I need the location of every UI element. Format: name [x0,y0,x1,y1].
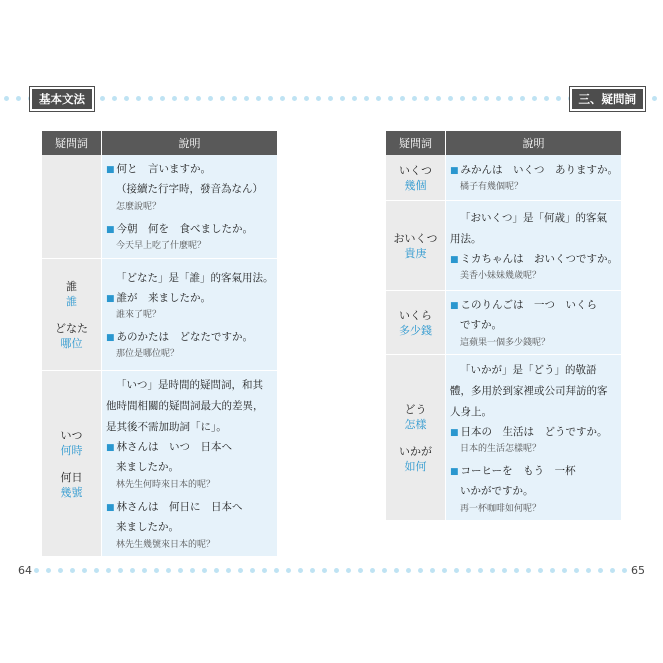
example-sentence: ■ みかんは いくつ ありますか。 [450,164,619,176]
col-header-desc: 說明 [446,131,621,155]
dot-decoration [424,96,429,101]
example-translation: 這蘋果一個多少錢呢？ [460,337,551,348]
example-sentence: ■ あのかたは どなたですか。 [106,331,254,343]
example-sentence: ■ 日本の 生活は どうですか。 [450,425,608,438]
dot-decoration [622,568,627,573]
example-translation: 怎麼說呢？ [116,202,162,212]
explanation-line: 體，多用於到家裡或公司拜訪的客 [450,384,608,397]
question-word-meaning: 哪位 [60,336,83,350]
dot-decoration [406,568,411,573]
example-sentence: ■ このりんごは 一つ いくら [450,298,598,311]
word-cell [386,155,446,201]
question-word: いつ [60,428,83,442]
dot-decoration [220,96,225,101]
col-header-word: 疑問詞 [386,131,446,155]
dot-decoration [340,96,345,101]
dot-decoration [574,568,579,573]
desc-cell [102,371,277,557]
dot-decoration [268,96,273,101]
dot-decoration [442,568,447,573]
example-sentence: ■ 林さんは 何日に 日本へ [106,501,243,513]
bullet-square-icon: ■ [106,333,115,343]
dot-decoration [382,568,387,573]
example-translation: 林先生何時來日本的呢？ [116,480,216,490]
bullet-square-icon: ■ [106,294,115,304]
example-sentence: ■ 誰が 来ましたか。 [106,292,212,304]
bullet-square-icon: ■ [106,165,115,175]
question-word: いくつ [399,163,432,177]
question-word: いかが [399,444,432,458]
dot-decoration [70,568,75,573]
example-translation: 誰來了呢？ [116,310,162,320]
dot-decoration [262,568,267,573]
example-sentence: ■ 今朝 何を 食べましたか。 [106,223,254,235]
word-cell [42,259,102,371]
bullet-square-icon: ■ [450,427,459,438]
desc-cell [446,201,621,291]
word-cell [386,355,446,521]
dot-decoration [190,568,195,573]
dot-decoration [256,96,261,101]
question-word: どう [404,402,427,416]
dot-decoration [82,568,87,573]
dot-decoration [328,96,333,101]
example-translation: 今天早上吃了什麼呢？ [116,241,207,251]
dot-decoration [586,568,591,573]
example-translation: 橘子有幾個呢？ [460,182,524,192]
dot-decoration [412,96,417,101]
dot-decoration [370,568,375,573]
dot-decoration [196,96,201,101]
table-row [386,355,621,521]
example-sentence: ■ 林さんは いつ 日本へ [106,441,233,453]
dot-decoration [238,568,243,573]
dot-decoration [172,96,177,101]
dot-decoration [310,568,315,573]
dot-decoration [46,568,51,573]
explanation-line: 用法。 [450,233,482,245]
dot-decoration [304,96,309,101]
bullet-square-icon: ■ [450,300,459,311]
example-sentence-cont: 来ましたか。 [116,521,179,533]
dot-decoration [526,568,531,573]
word-cell [42,155,102,259]
dot-decoration [280,96,285,101]
section-tag-right: 三、疑問詞 [570,87,646,111]
dot-decoration [244,96,249,101]
dot-decoration [376,96,381,101]
dot-decoration [148,96,153,101]
word-cell [386,201,446,291]
desc-cell [446,291,621,355]
question-word-meaning: 何時 [60,443,83,457]
bottom-dotted-rule [30,568,633,574]
question-word-meaning: 怎樣 [404,417,427,431]
dot-decoration [418,568,423,573]
dot-decoration [142,568,147,573]
explanation-line: 他時間相關的疑問詞最大的差異， [106,400,264,412]
dot-decoration [352,96,357,101]
bullet-square-icon: ■ [106,443,115,453]
dot-decoration [502,568,507,573]
dot-decoration [472,96,477,101]
desc-cell [446,355,621,521]
example-note: （接續た行字時，發音為なん） [116,183,263,195]
dot-decoration [388,96,393,101]
question-word-meaning: 如何 [404,459,427,473]
bullet-square-icon: ■ [450,466,459,477]
desc-cell [446,155,621,201]
question-word: 誰 [66,279,77,293]
page-number-left: 64 [18,564,32,577]
dot-decoration [448,96,453,101]
dot-decoration [4,96,9,101]
question-word-meaning: 幾個 [404,178,427,192]
dot-decoration [550,568,555,573]
dot-decoration [316,96,321,101]
dot-decoration [466,568,471,573]
dot-decoration [556,96,561,101]
dot-decoration [346,568,351,573]
example-translation: 林先生幾號來日本的呢？ [116,540,216,550]
table-row [42,259,277,371]
dot-decoration [484,96,489,101]
bullet-square-icon: ■ [450,166,459,176]
dot-decoration [250,568,255,573]
example-translation: 再一杯咖啡如何呢？ [460,503,542,514]
dot-decoration [184,96,189,101]
dot-decoration [118,568,123,573]
dot-decoration [136,96,141,101]
question-word: 何日 [60,470,83,484]
table-row [386,291,621,355]
table-row [42,371,277,557]
dot-decoration [292,96,297,101]
dot-decoration [400,96,405,101]
col-header-word: 疑問詞 [42,131,102,155]
table-row [42,155,277,259]
desc-cell [102,259,277,371]
page-number-right: 65 [631,564,645,577]
word-cell [386,291,446,355]
left-question-word-table [42,131,277,557]
explanation-line: 人身上。 [450,405,492,418]
dot-decoration [286,568,291,573]
dot-decoration [430,568,435,573]
desc-cell [102,155,277,259]
dot-decoration [508,96,513,101]
dot-decoration [178,568,183,573]
dot-decoration [544,96,549,101]
explanation-line: 「どなた」是「誰」的客氣用法。 [116,272,274,284]
dot-decoration [364,96,369,101]
example-sentence-cont: いかがですか。 [460,484,534,497]
word-cell [42,371,102,557]
example-sentence-cont: ですか。 [460,318,502,331]
dot-decoration [130,568,135,573]
dot-decoration [610,568,615,573]
question-word: おいくつ [393,231,438,245]
dot-decoration [232,96,237,101]
dot-decoration [16,96,21,101]
example-translation: 那位是哪位呢？ [116,349,180,359]
dot-decoration [652,96,657,101]
dot-decoration [598,568,603,573]
explanation-line: 「おいくつ」是「何歳」的客氣 [460,212,607,224]
explanation-line: 「いかが」是「どう」的敬語 [460,363,597,376]
dot-decoration [298,568,303,573]
example-sentence-cont: 来ましたか。 [116,461,179,473]
example-translation: 日本的生活怎樣呢？ [460,443,542,454]
dot-decoration [208,96,213,101]
top-dotted-rule [0,96,663,102]
dot-decoration [154,568,159,573]
example-translation: 美香小妹妹幾歲呢？ [460,271,542,281]
dot-decoration [106,568,111,573]
dot-decoration [94,568,99,573]
dot-decoration [496,96,501,101]
dot-decoration [538,568,543,573]
explanation-line: 是其後不需加助詞「に」。 [106,421,227,433]
question-word-meaning: 誰 [66,294,77,308]
dot-decoration [124,96,129,101]
dot-decoration [334,568,339,573]
dot-decoration [112,96,117,101]
dot-decoration [274,568,279,573]
dot-decoration [436,96,441,101]
bullet-square-icon: ■ [106,225,115,235]
dot-decoration [514,568,519,573]
dot-decoration [562,568,567,573]
example-sentence: ■ ミカちゃんは おいくつですか。 [450,253,619,265]
col-header-desc: 說明 [102,131,277,155]
example-sentence: ■ コーヒーを もう 一杯 [450,464,576,477]
table-row [386,155,621,201]
question-word: いくら [399,308,432,322]
question-word: どなた [55,321,88,335]
dot-decoration [34,568,39,573]
example-sentence: ■ 何と 言いますか。 [106,163,212,175]
dot-decoration [478,568,483,573]
dot-decoration [454,568,459,573]
question-word-meaning: 貴庚 [404,246,427,260]
bullet-square-icon: ■ [106,503,115,513]
dot-decoration [160,96,165,101]
dot-decoration [166,568,171,573]
dot-decoration [100,96,105,101]
dot-decoration [226,568,231,573]
dot-decoration [520,96,525,101]
section-tag-left: 基本文法 [30,87,94,111]
dot-decoration [322,568,327,573]
dot-decoration [358,568,363,573]
dot-decoration [394,568,399,573]
dot-decoration [490,568,495,573]
dot-decoration [58,568,63,573]
explanation-line: 「いつ」是時間的疑問詞，和其 [116,379,263,391]
bullet-square-icon: ■ [450,255,459,265]
dot-decoration [460,96,465,101]
right-question-word-table [386,131,621,521]
table-row [386,201,621,291]
dot-decoration [214,568,219,573]
question-word-meaning: 幾號 [60,485,83,499]
dot-decoration [202,568,207,573]
question-word-meaning: 多少錢 [399,323,432,337]
dot-decoration [532,96,537,101]
